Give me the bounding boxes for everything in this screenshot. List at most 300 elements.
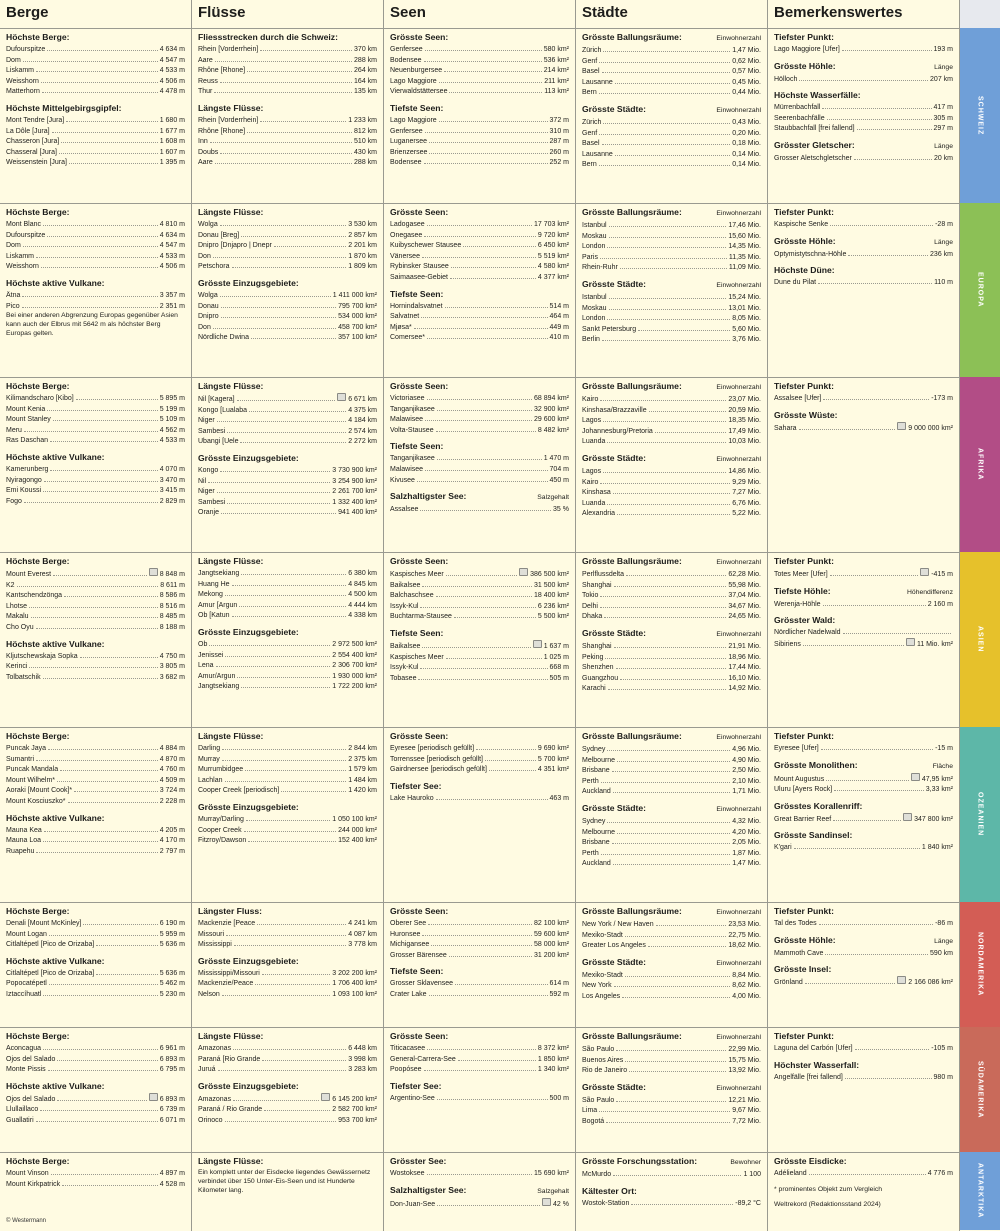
list-item: [198, 589, 377, 600]
item-name: Huang He: [198, 580, 230, 588]
section-title-text: Grösste Einzugsgebiete:: [198, 626, 299, 637]
dot-leader: [36, 251, 158, 258]
list-item: [582, 231, 761, 242]
section-title-text: Grösste Städte:: [582, 1081, 646, 1092]
item-value: 14,92 Mio.: [728, 685, 761, 693]
item-name: Mount Kenia: [6, 405, 46, 413]
list-item: [6, 86, 185, 97]
section-title-text: Grösste Städte:: [582, 103, 646, 114]
item-name: Dufourspitze: [6, 231, 46, 239]
list-item: [582, 56, 761, 67]
section-title-text: Tiefster Punkt:: [774, 1031, 835, 1041]
item-name: Lhotse: [6, 602, 28, 610]
item-value: 113 km²: [544, 88, 569, 96]
list-item: [582, 66, 761, 77]
item-name: Lachlan: [198, 776, 223, 784]
item-value: -105 m: [931, 1045, 953, 1052]
section: [390, 1081, 569, 1104]
dot-leader: [40, 1104, 157, 1111]
section-title-text: Grösstes Korallenriff:: [774, 800, 863, 811]
item-name: Kljutschewskaja Sopka: [6, 652, 78, 660]
section: [774, 1031, 953, 1054]
item-value: 1 930 000 km²: [332, 672, 377, 680]
list-item: [774, 123, 953, 134]
item-value: 1 050 100 km²: [332, 815, 377, 823]
list-item: [774, 842, 953, 853]
bemerkenswertes-cell: [768, 903, 960, 1028]
dot-leader: [260, 44, 352, 51]
item-value: 2,10 Mio.: [732, 777, 761, 785]
section-title: [198, 556, 377, 567]
item-name: Wostoksee: [390, 1170, 425, 1177]
dot-leader: [444, 65, 542, 72]
item-value: 2 166 086 km²: [908, 979, 953, 987]
list-item: [390, 464, 569, 475]
berge-cell: [0, 553, 192, 728]
list-item: [390, 568, 569, 580]
item-value: 5 109 m: [159, 416, 185, 424]
item-value: 6 236 km²: [537, 602, 569, 610]
item-name: Mount Everest: [6, 571, 52, 578]
item-value: 1 395 m: [159, 159, 185, 167]
item-value: 2 201 km: [348, 242, 377, 250]
list-item: [582, 683, 761, 694]
list-item: [582, 313, 761, 324]
section-title: [390, 103, 569, 114]
region-tab-label: NORDAMERIKA: [976, 932, 984, 997]
unit-label: Einwohnerzahl: [716, 559, 761, 566]
list-item: [774, 219, 953, 230]
item-name: Lago Maggiore: [390, 77, 437, 85]
item-value: 2,50 Mio.: [732, 767, 761, 775]
item-name: São Paulo: [582, 1096, 615, 1104]
list-item: [390, 662, 569, 673]
dot-leader: [251, 332, 336, 339]
item-value: 297 m: [933, 125, 953, 133]
section-title: [390, 32, 569, 43]
dot-leader: [830, 219, 933, 226]
dot-leader: [43, 1043, 158, 1050]
item-value: 21,91 Mio.: [728, 642, 761, 650]
section: [6, 207, 185, 272]
item-name: Grönland: [774, 979, 803, 987]
section: [6, 556, 185, 633]
list-item: [390, 1064, 569, 1075]
item-name: Cooper Creek: [198, 826, 242, 834]
item-value: 1,71 Mio.: [732, 788, 761, 796]
section: [390, 1031, 569, 1075]
item-value: 11 Mio. km²: [916, 640, 953, 648]
item-name: Berlin: [582, 336, 600, 344]
section-title-text: Höchste Mittelgebirgsgipfel:: [6, 102, 122, 113]
item-value: 8,05 Mio.: [732, 315, 761, 323]
section-title: [774, 801, 953, 812]
section: [6, 813, 185, 857]
dot-leader: [44, 475, 158, 482]
item-value: 4 547 m: [159, 56, 185, 64]
section-title: [582, 906, 761, 918]
section-title: [582, 1082, 761, 1094]
list-item: [774, 638, 953, 650]
item-name: Juruá: [198, 1066, 216, 1074]
fluesse-cell: [192, 378, 384, 553]
item-value: 10,03 Mio.: [728, 438, 761, 446]
dot-leader: [489, 764, 536, 771]
dot-leader: [617, 755, 730, 762]
item-name: Liskamm: [6, 67, 35, 75]
list-item: [582, 138, 761, 149]
item-name: Tanganjikasee: [390, 455, 435, 463]
section-title: [774, 830, 953, 841]
dot-leader: [244, 825, 337, 832]
item-name: Monte Pissis: [6, 1066, 46, 1074]
section: [198, 278, 377, 343]
region-tab-antarktika: [960, 1152, 1000, 1230]
section-title-text: Grösste Seen:: [390, 731, 449, 741]
section-title-text: Salzhaltigster See:: [390, 1184, 467, 1195]
dot-leader: [599, 128, 730, 135]
bemerkenswertes-cell: [768, 728, 960, 903]
region-tab-ozeanien: [960, 727, 1000, 902]
list-item: [6, 240, 185, 251]
item-value: 1 608 m: [159, 138, 185, 146]
dot-leader: [227, 426, 346, 433]
item-name: Werenja-Höhle: [774, 600, 821, 608]
item-name: Totes Meer [Ufer]: [774, 571, 828, 578]
list-item: [6, 290, 185, 301]
item-name: Mackenzie [Peace: [198, 920, 256, 927]
section: [582, 104, 761, 170]
dot-leader: [414, 322, 548, 329]
section-title: [198, 627, 377, 638]
section-title: [774, 731, 953, 742]
item-name: Murrumbidgee: [198, 766, 244, 774]
section-title: [582, 628, 761, 640]
section-title-text: Grösste Seen:: [390, 32, 449, 42]
item-name: Genf: [582, 57, 598, 65]
dot-leader: [225, 589, 346, 596]
list-item: [390, 272, 569, 283]
region-row-südamerika: [0, 1027, 960, 1153]
dot-leader: [222, 754, 346, 761]
item-name: Jangtsekiang: [198, 683, 240, 691]
item-name: Chasseron [Jura]: [6, 138, 60, 146]
list-item: [198, 436, 377, 447]
dot-leader: [31, 611, 158, 618]
section-title-text: Kältester Ort:: [582, 1185, 637, 1196]
region-tab-label: ASIEN: [976, 626, 984, 653]
section: [774, 265, 953, 288]
list-item: [6, 65, 185, 76]
section-title-text: Tiefster See:: [390, 1080, 442, 1091]
item-name: Dnipro: [198, 313, 219, 321]
item-name: Tokio: [582, 592, 599, 600]
dot-leader: [36, 754, 158, 761]
list-item: [774, 976, 953, 988]
section-title: [198, 1081, 377, 1092]
section-title: [390, 381, 569, 392]
berge-cell: [0, 378, 192, 553]
item-name: Mekong: [198, 591, 223, 599]
dot-leader: [262, 968, 330, 975]
item-name: Kongo [Lualaba: [198, 406, 248, 414]
item-value: 8,84 Mio.: [732, 971, 761, 979]
item-name: Mount Wilhelm*: [6, 776, 56, 784]
record-icon: [321, 1093, 330, 1101]
section: [6, 381, 185, 446]
item-name: Liskamm: [6, 252, 35, 260]
section-title: [390, 731, 569, 742]
item-name: Nördlicher Nadelwald: [774, 629, 841, 637]
list-item: [774, 422, 953, 434]
dot-leader: [607, 816, 730, 823]
list-item: [198, 825, 377, 836]
list-item: [390, 989, 569, 1000]
item-value: 9,29 Mio.: [732, 478, 761, 486]
dot-leader: [216, 660, 331, 667]
list-item: [390, 754, 569, 765]
item-value: 4 562 m: [159, 426, 185, 434]
section-title: [582, 32, 761, 44]
unit-label: Einwohnerzahl: [716, 455, 761, 463]
item-value: 3 998 km: [348, 1055, 377, 1063]
section-title-text: Grösste Ballungsräume:: [582, 381, 682, 391]
berge-cell: [0, 903, 192, 1028]
item-name: Delhi: [582, 602, 598, 610]
section: [390, 1156, 569, 1179]
item-value: 2 306 700 km²: [332, 662, 377, 670]
list-item: [582, 744, 761, 755]
section-title-text: Höchste aktive Vulkane:: [6, 638, 105, 649]
item-name: Don: [198, 323, 211, 331]
list-item: [6, 219, 185, 230]
list-item: [6, 785, 185, 796]
list-item: [198, 1115, 377, 1126]
bemerkenswertes-cell: [768, 378, 960, 553]
item-value: 7,72 Mio.: [732, 1117, 761, 1125]
section: [774, 61, 953, 85]
section-title-text: Grösste Wüste:: [774, 409, 838, 420]
section-title-text: Grösste Seen:: [390, 556, 449, 566]
section-title: [774, 381, 953, 392]
section-title: [198, 278, 377, 289]
dot-leader: [80, 651, 158, 658]
dot-leader: [24, 425, 158, 432]
dot-leader: [655, 426, 726, 433]
section: [774, 731, 953, 754]
record-icon: [906, 638, 915, 646]
section-title: [6, 381, 185, 392]
item-value: 4 170 m: [159, 837, 185, 845]
item-name: Baikalsee: [390, 581, 421, 589]
region-tab-label: AFRIKA: [976, 448, 984, 481]
item-value: 357 100 km²: [338, 334, 377, 342]
section: [774, 760, 953, 795]
dot-leader: [607, 241, 726, 248]
dot-leader: [600, 252, 727, 259]
list-item: [6, 968, 185, 979]
section-title-text: Höchste Berge:: [6, 381, 70, 391]
item-value: 1 607 m: [159, 148, 185, 156]
staedte-cell: [576, 553, 768, 728]
item-value: 20 km: [933, 154, 953, 162]
dot-leader: [625, 970, 730, 977]
list-item: [390, 764, 569, 775]
list-item: [6, 425, 185, 436]
fluesse-cell: [192, 553, 384, 728]
section-title: [390, 1156, 569, 1167]
dot-leader: [427, 393, 532, 400]
section: [390, 32, 569, 97]
seen-cell: [384, 903, 576, 1028]
item-value: 1 484 km: [348, 776, 377, 784]
dot-leader: [463, 240, 536, 247]
section: [774, 935, 953, 959]
list-item: [198, 136, 377, 147]
section-title-text: Grösste Sandinsel:: [774, 830, 853, 841]
item-value: 0,20 Mio.: [732, 129, 761, 137]
item-value: 1 579 km: [348, 766, 377, 774]
unit-label: Einwohnerzahl: [716, 106, 761, 114]
list-item: [198, 835, 377, 846]
section-title-text: Höchste Düne:: [774, 265, 835, 276]
item-name: Moskau: [582, 232, 607, 240]
item-name: Kaspische Senke: [774, 221, 829, 228]
item-name: Volta-Stausee: [390, 426, 434, 434]
list-item: [198, 157, 377, 168]
list-item: [6, 835, 185, 846]
list-item: [774, 948, 953, 959]
dot-leader: [241, 568, 346, 575]
section-title-text: Längste Flüsse:: [198, 381, 264, 391]
item-value: 11,35 Mio.: [728, 253, 761, 261]
item-value: 2 261 700 km²: [332, 488, 377, 496]
list-item: [774, 74, 953, 85]
list-item: [198, 126, 377, 137]
dot-leader: [428, 918, 532, 925]
dot-leader: [823, 599, 926, 606]
item-name: Kamerunberg: [6, 465, 49, 473]
section-title-text: Höchste aktive Vulkane:: [6, 1080, 105, 1091]
item-name: Inn: [198, 138, 208, 146]
item-name: Mississippi: [198, 941, 232, 949]
dot-leader: [821, 743, 933, 750]
list-item: [6, 590, 185, 601]
section-title: [582, 731, 761, 743]
list-item: [582, 601, 761, 612]
item-name: Dhaka: [582, 613, 603, 621]
dot-leader: [616, 1095, 726, 1102]
section: [198, 731, 377, 796]
item-name: Auckland: [582, 860, 611, 868]
item-value: 8 485 m: [159, 613, 185, 621]
item-value: 135 km: [354, 88, 377, 96]
item-value: 35 %: [553, 506, 569, 514]
item-value: 953 700 km²: [338, 1116, 377, 1124]
item-value: -173 m: [931, 395, 953, 402]
dot-leader: [609, 220, 727, 227]
list-item: [6, 55, 185, 66]
item-name: Mount Kosciuszko*: [6, 797, 66, 805]
dot-leader: [245, 764, 346, 771]
item-value: 3 470 m: [159, 476, 185, 484]
dot-leader: [437, 1093, 548, 1100]
item-name: Ojos del Salado: [6, 1095, 56, 1103]
section-title: [774, 61, 953, 73]
dot-leader: [842, 44, 932, 51]
dot-leader: [247, 126, 352, 133]
list-item: [198, 507, 377, 518]
list-item: [6, 393, 185, 404]
item-name: Puncak Jaya: [6, 745, 47, 752]
item-value: 18,62 Mio.: [728, 942, 761, 950]
list-item: [390, 601, 569, 612]
record-icon: [519, 568, 528, 576]
list-item: [198, 261, 377, 272]
section-title: [198, 956, 377, 967]
list-item: [390, 950, 569, 961]
item-name: Kinshasa/Brazzaville: [582, 406, 647, 414]
dot-leader: [799, 423, 896, 430]
region-tab-label: SCHWEIZ: [976, 95, 984, 136]
dot-leader: [424, 157, 548, 164]
list-item: [390, 65, 569, 76]
item-value: 514 m: [549, 302, 569, 310]
list-item: [390, 580, 569, 591]
dot-leader: [247, 65, 352, 72]
section-title-text: Höchste Berge:: [6, 556, 70, 566]
list-item: [390, 240, 569, 251]
dot-leader: [233, 1094, 319, 1101]
section-title-text: Längste Flüsse:: [198, 1031, 264, 1041]
section-title-text: Grösste Ballungsräume:: [582, 731, 682, 741]
dot-leader: [274, 240, 346, 247]
dot-leader: [436, 793, 548, 800]
item-value: 4,32 Mio.: [732, 817, 761, 825]
list-item: [582, 755, 761, 766]
item-name: Istanbul: [582, 293, 607, 301]
list-item: [198, 219, 377, 230]
item-name: Rhône [Rhone]: [198, 127, 246, 135]
section-title-text: Höchste Berge:: [6, 207, 70, 217]
item-name: Doubs: [198, 148, 219, 156]
dot-leader: [425, 126, 548, 133]
item-name: Nil: [198, 477, 207, 485]
section: [198, 1031, 377, 1075]
dot-leader: [613, 1169, 741, 1176]
dot-leader: [436, 590, 532, 597]
item-value: 980 m: [933, 1073, 953, 1081]
section: [774, 586, 953, 610]
item-name: Fitzroy/Dawson: [198, 837, 247, 845]
dot-leader: [76, 393, 158, 400]
list-item: [6, 825, 185, 836]
item-value: 1 340 km²: [537, 1066, 569, 1074]
section: [6, 956, 185, 1000]
dot-leader: [43, 835, 158, 842]
dot-leader: [48, 1064, 158, 1071]
list-item: [582, 117, 761, 128]
list-item: [198, 415, 377, 426]
dot-leader: [240, 436, 346, 443]
dot-leader: [620, 673, 726, 680]
dot-leader: [36, 846, 157, 853]
section: [582, 1156, 761, 1180]
dot-leader: [218, 1064, 347, 1071]
list-item: [582, 816, 761, 827]
section: [582, 906, 761, 951]
list-item: [582, 837, 761, 848]
